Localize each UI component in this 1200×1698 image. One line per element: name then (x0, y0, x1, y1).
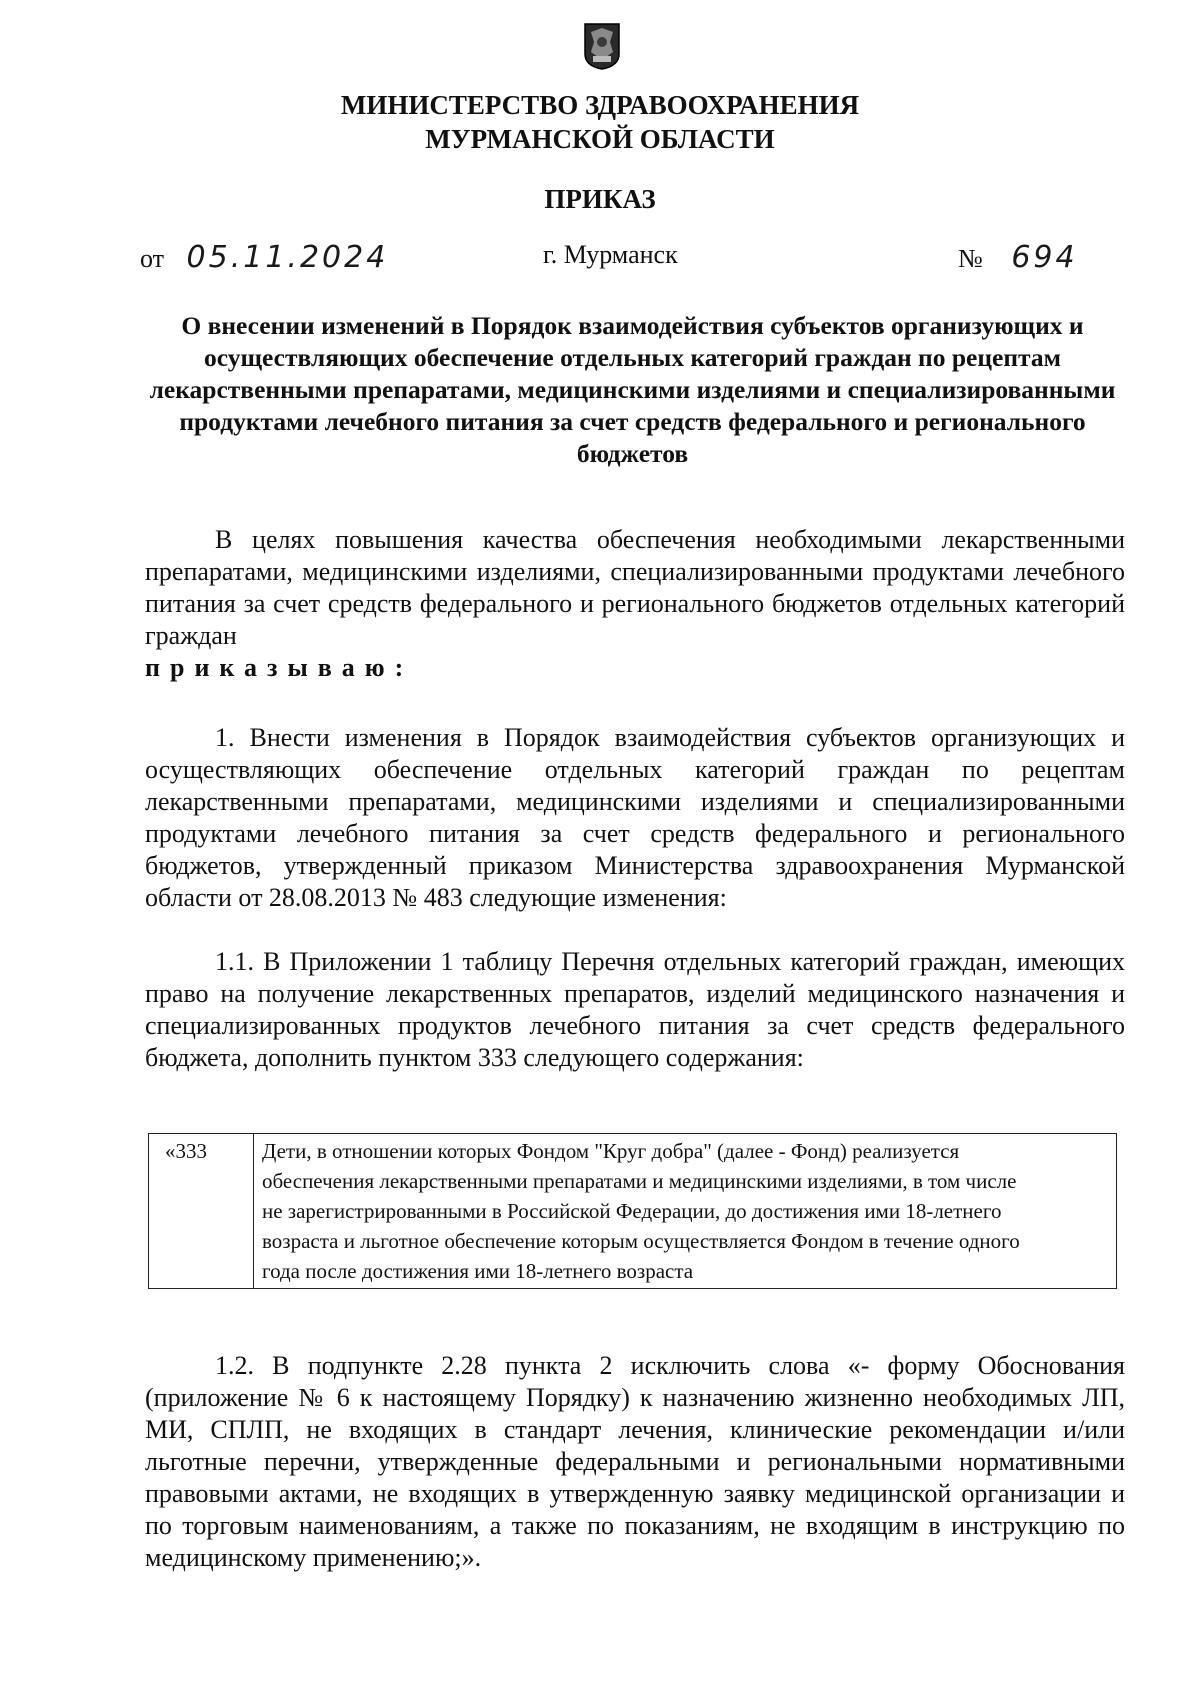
item-1-text: 1. Внести изменения в Порядок взаимодействия субъектов организующих и осуществляющих обеспечение отдельных категорий граждан по рецептам лекарственными препаратами, медицинскими изделиями и специализированными продуктами лечебного питания за счет средств федерального и регионального бюджетов, утвержденный приказом Министерства здравоохранения Мурманской области от 28.08.2013 № 483 следующие изменения: (145, 723, 1125, 912)
order-word: приказываю: (145, 653, 414, 682)
insert-table (148, 1133, 1117, 1289)
item-1-1 (145, 946, 1125, 1074)
table-cell-number: «333 (149, 1134, 254, 1289)
number-line (958, 240, 1078, 275)
city: г. Мурманск (543, 240, 678, 269)
item-1 (145, 722, 1125, 914)
preamble (145, 524, 1125, 684)
ministry-name (0, 88, 1200, 156)
order-subject: О внесении изменений в Порядок взаимодействия субъектов организующих и осуществляющих обеспечение отдельных категорий граждан по рецептам лекарственными препаратами, медицинскими изделиями и специализированными продуктами лечебного питания за счет средств федерального и регионального бюджетов (149, 311, 1116, 468)
document-type: ПРИКАЗ (544, 184, 656, 214)
date-line (140, 240, 388, 275)
item-1-2 (145, 1350, 1125, 1574)
number-prefix: № (958, 244, 983, 273)
item-1-1-text: 1.1. В Приложении 1 таблицу Перечня отдельных категорий граждан, имеющих право на получение лекарственных препаратов, изделий медицинского назначения и специализированных продуктов лечебного питания за счет средств федерального бюджета, дополнить пунктом 333 следующего содержания: (145, 947, 1125, 1072)
coat-of-arms-emblem (583, 22, 621, 70)
ministry-line-1: МИНИСТЕРСТВО ЗДРАВООХРАНЕНИЯ (340, 90, 860, 120)
table-cell-text: Дети, в отношении которых Фондом "Круг добра" (далее - Фонд) реализуется обеспечения лекарственными препаратами и медицинскими изделиями, в том числе не зарегистрированными в Российской Федерации, до достижения ими 18-летнего возраста и льготное обеспечение которым осуществляется Фондом в течение одного года после достижения ими 18-летнего возраста (254, 1134, 1117, 1289)
handwritten-number: 694 (1011, 240, 1078, 275)
preamble-text: В целях повышения качества обеспечения необходимыми лекарственными препаратами, медицинскими изделиями, специализированными продуктами лечебного питания за счет средств федерального и регионального бюджетов отдельных категорий граждан (145, 525, 1125, 650)
table-row (149, 1134, 1117, 1289)
item-1-2-text: 1.2. В подпункте 2.28 пункта 2 исключить слова «- форму Обоснования (приложение № 6 к настоящему Порядку) к назначению жизненно необходимых ЛП, МИ, СПЛП, не входящих в стандарт лечения, клинические рекомендации и/или льготные перечни, утвержденные федеральными и региональными нормативными правовыми актами, не входящих в утвержденную заявку медицинской организации и по торговым наименованиям, а также по показаниям, не входящим в инструкцию по медицинскому применению;». (145, 1351, 1125, 1572)
handwritten-date: 05.11.2024 (186, 240, 389, 275)
date-prefix: от (140, 244, 165, 273)
ministry-line-2: МУРМАНСКОЙ ОБЛАСТИ (425, 124, 775, 154)
